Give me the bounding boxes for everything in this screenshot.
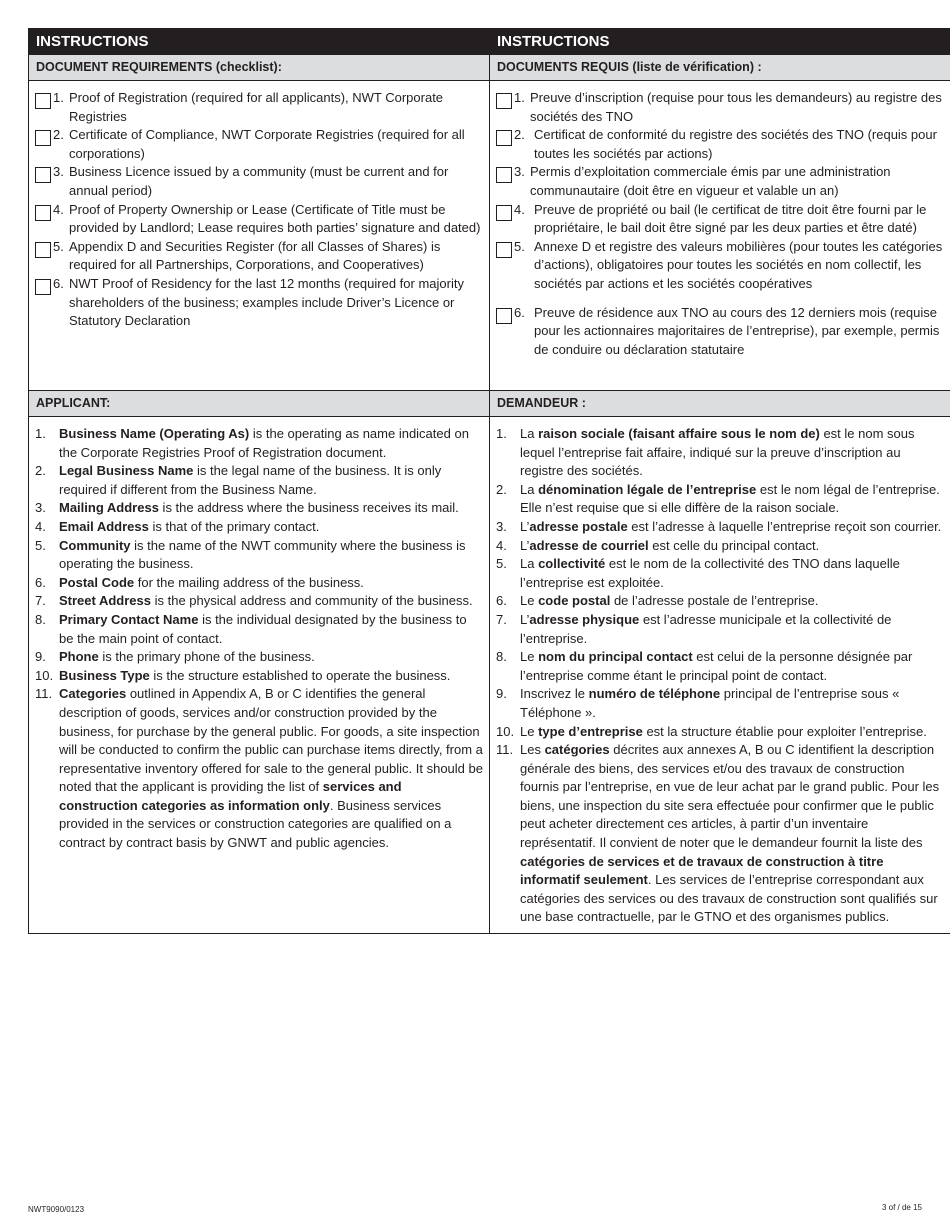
checkbox[interactable] [496, 93, 512, 109]
list-item: 4. Email Address is that of the primary contact. [35, 518, 320, 534]
list-item: 8. Primary Contact Name is the individual designated by the business to be the main point of contact. [35, 611, 467, 646]
checkbox[interactable] [35, 205, 51, 221]
english-checklist-title: DOCUMENT REQUIREMENTS (checklist): [29, 55, 490, 81]
checklist-item: 1. Preuve d’inscription (requise pour tous les demandeurs) au registre des sociétés des TNO [496, 89, 944, 126]
checkbox[interactable] [496, 130, 512, 146]
list-item: 6. Le code postal de l’adresse postale de l’entreprise. [496, 593, 819, 609]
french-checklist [490, 81, 950, 391]
english-applicant-title: APPLICANT: [29, 391, 490, 417]
checklist-item: 6. NWT Proof of Residency for the last 12 months (required for majority shareholders of the business; examples include Driver’s Licence or Statutory Declaration [35, 275, 483, 331]
french-applicant-instructions [490, 417, 950, 934]
list-item: 3. L’adresse postale est l’adresse à laquelle l’entreprise reçoit son courrier. [496, 518, 942, 534]
list-item: 9. Phone is the primary phone of the business. [35, 649, 315, 665]
checkbox[interactable] [35, 93, 51, 109]
checklist-item: 2. Certificat de conformité du registre des sociétés des TNO (requis pour toutes les sociétés par actions) [496, 126, 944, 163]
french-checklist-title: DOCUMENTS REQUIS (liste de vérification) : [490, 55, 950, 81]
checklist-item: 3. Business Licence issued by a community (must be current and for annual period) [35, 163, 483, 200]
checklist-item: 3. Permis d’exploitation commerciale émis par une administration communautaire (doit être en vigueur et valable un an) [496, 163, 944, 200]
list-item: 2. Legal Business Name is the legal name of the business. It is only required if different from the Business Name. [35, 463, 442, 497]
checkbox[interactable] [35, 167, 51, 183]
page-number: 3 of / de 15 [881, 1203, 922, 1212]
checkbox[interactable] [496, 205, 512, 221]
list-item: 2. La dénomination légale de l’entreprise est le nom légal de l’entreprise. Elle n’est requise que si elle diffère de la raison sociale. [496, 481, 940, 516]
checkbox[interactable] [496, 167, 512, 183]
list-item: 4. L’adresse de courriel est celle du principal contact. [496, 537, 820, 553]
checklist-item: 2. Certificate of Compliance, NWT Corporate Registries (required for all corporations) [35, 126, 483, 163]
list-item: 7. Street Address is the physical address and community of the business. [35, 593, 473, 609]
checkbox[interactable] [35, 279, 51, 295]
form-code: NWT9090/0123 [28, 1205, 85, 1214]
french-applicant-title: DEMANDEUR : [490, 391, 950, 417]
list-item: 6. Postal Code for the mailing address of the business. [35, 574, 364, 590]
list-item: 8. Le nom du principal contact est celui de la personne désignée par l’entreprise comme étant le principal point de contact. [496, 649, 913, 683]
checklist-item: 4. Preuve de propriété ou bail (le certificat de titre doit être fourni par le propriétaire, le bail doit être signé par les deux parties et être daté) [496, 201, 944, 238]
list-item: 5. Community is the name of the NWT community where the business is operating the business. [35, 537, 466, 572]
checklist-item: 6. Preuve de résidence aux TNO au cours des 12 derniers mois (requise pour les actionnaires majoritaires de l’entreprise), par exemple, permis de conduire ou déclaration statutaire [496, 304, 944, 360]
list-item: 1. Business Name (Operating As) is the operating as name indicated on the Corporate Registries Proof of Registration document. [35, 426, 469, 460]
checklist-item: 5. Annexe D et registre des valeurs mobilières (pour toutes les catégories d’actions), obligatoires pour toutes les sociétés en nom collectif, les sociétés par actions et les sociétés coopératives [496, 238, 944, 294]
checkbox[interactable] [35, 130, 51, 146]
list-item: 1. La raison sociale (faisant affaire sous le nom de) est le nom sous lequel l’entreprise fait affaire, indiqué sur la preuve d’inscription au registre des sociétés. [496, 426, 915, 479]
french-header: INSTRUCTIONS [490, 29, 950, 55]
instructions-table [28, 28, 950, 934]
checkbox[interactable] [496, 308, 512, 324]
list-item: 11. Les catégories décrites aux annexes A, B ou C identifient la description générale des biens, des services et/ou des travaux de construction fournis par l’entreprise, en vue de leur achat par le grand public. Pour les biens, une inspection du site sera effectuée pour confirmer que le public peut acheter directement ces articles, à partir d’un inventaire représentatif. Il convient de noter que le demandeur fournit la liste des catégories de services et de travaux de construction à titre informatif seulement. Les services de l’entreprise correspondant aux catégories des services ou des travaux de construction sont qualifiés sur une base contractuelle, par le GTNO et des organismes publics. [496, 742, 940, 925]
checklist-item: 1. Proof of Registration (required for all applicants), NWT Corporate Registries [35, 89, 483, 126]
checkbox[interactable] [496, 242, 512, 258]
list-item: 11. Categories outlined in Appendix A, B or C identifies the general description of goods, services and/or construction provided by the business, for purchase by the general public. For goods, a site inspection will be conducted to confirm the public can purchase items directly, from a representative inventory offered for sale to the general public. It should be noted that the applicant is providing the list of services and construction categories as information only. Business services provided in the services or construction categories are qualified on a contract by contract basis by GNWT and public agencies. [35, 686, 483, 851]
list-item: 3. Mailing Address is the address where the business receives its mail. [35, 500, 459, 516]
checkbox[interactable] [35, 242, 51, 258]
list-item: 10. Business Type is the structure established to operate the business. [35, 667, 451, 683]
list-item: 10. Le type d’entreprise est la structure établie pour exploiter l’entreprise. [496, 723, 927, 739]
list-item: 7. L’adresse physique est l’adresse municipale et la collectivité de l’entreprise. [496, 611, 892, 646]
list-item: 5. La collectivité est le nom de la collectivité des TNO dans laquelle l’entreprise est exploitée. [496, 556, 900, 590]
list-item: 9. Inscrivez le numéro de téléphone principal de l’entreprise sous « Téléphone ». [496, 686, 900, 720]
english-header: INSTRUCTIONS [29, 29, 490, 55]
checklist-item: 4. Proof of Property Ownership or Lease (Certificate of Title must be provided by Landlord; Lease requires both parties’ signature and dated) [35, 201, 483, 238]
english-checklist [29, 81, 490, 391]
english-applicant-instructions [29, 417, 490, 934]
checklist-item: 5. Appendix D and Securities Register (for all Classes of Shares) is required for all Partnerships, Corporations, and Cooperatives) [35, 238, 483, 275]
